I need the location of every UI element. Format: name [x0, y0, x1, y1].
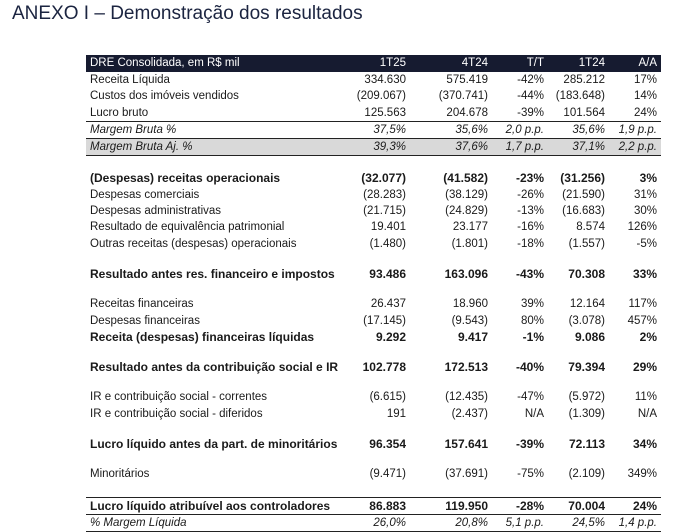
cell-value: 126%: [627, 221, 657, 234]
cell-value: N/A: [524, 407, 544, 420]
row-label: Lucro bruto: [90, 106, 149, 119]
table-row: [86, 436, 661, 452]
income-statement-table: [86, 55, 661, 532]
table-row: [86, 497, 661, 514]
cell-value: (1.309): [568, 407, 605, 420]
cell-value: 30%: [633, 205, 657, 218]
cell-value: -16%: [517, 221, 544, 234]
cell-value: 2%: [639, 329, 657, 344]
cell-value: 11%: [634, 391, 657, 404]
cell-value: 102.778: [362, 360, 406, 375]
table-row: [86, 514, 661, 532]
cell-value: 9.086: [574, 329, 605, 344]
cell-value: 26.437: [370, 298, 406, 311]
cell-value: (2.437): [451, 407, 488, 420]
cell-value: -1%: [522, 329, 544, 344]
table-row: [86, 88, 661, 104]
cell-value: 39,3%: [373, 141, 406, 154]
cell-value: 2,2 p.p.: [618, 141, 657, 154]
cell-value: (3.078): [568, 314, 605, 327]
cell-value: 23.177: [452, 221, 488, 234]
cell-value: (12.435): [445, 391, 488, 404]
cell-value: (32.077): [361, 171, 406, 186]
cell-value: 3%: [639, 171, 657, 186]
cell-value: 93.486: [369, 266, 406, 281]
cell-value: 24%: [633, 106, 657, 119]
row-spacer: [86, 375, 661, 389]
cell-value: 1,4 p.p.: [618, 516, 657, 529]
table-row: [86, 121, 661, 138]
cell-value: 349%: [627, 468, 657, 481]
cell-value: 18.960: [452, 298, 488, 311]
cell-value: (31.256): [560, 171, 605, 186]
cell-value: 1,7 p.p.: [505, 141, 544, 154]
cell-value: 12.164: [569, 298, 605, 311]
row-label: Despesas comerciais: [90, 188, 200, 201]
cell-value: (6.615): [369, 391, 406, 404]
table-header: [86, 55, 661, 72]
cell-value: -44%: [517, 90, 544, 103]
cell-value: (37.691): [445, 468, 488, 481]
cell-value: 96.354: [369, 437, 406, 452]
cell-value: 1T25: [379, 57, 406, 69]
cell-value: (1.480): [369, 237, 406, 250]
cell-value: -40%: [515, 360, 544, 375]
cell-value: 70.004: [568, 498, 605, 513]
cell-value: 24,5%: [572, 516, 605, 529]
row-label: IR e contribuição social - diferidos: [90, 407, 263, 420]
cell-value: 14%: [633, 90, 657, 103]
cell-value: 125.563: [364, 106, 406, 119]
cell-value: (1.801): [451, 237, 488, 250]
cell-value: 24%: [632, 498, 657, 513]
cell-value: (2.109): [568, 468, 605, 481]
cell-value: 101.564: [563, 106, 605, 119]
row-label: % Margem Líquida: [90, 516, 187, 529]
table-row: [86, 203, 661, 219]
cell-value: 33%: [632, 266, 657, 281]
cell-value: 34%: [632, 437, 657, 452]
cell-value: 70.308: [568, 266, 605, 281]
cell-value: 191: [386, 407, 406, 420]
cell-value: 1T24: [578, 57, 605, 69]
cell-value: -18%: [517, 237, 544, 250]
cell-value: -47%: [517, 391, 544, 404]
row-label: Resultado antes res. financeiro e impostos: [90, 266, 335, 281]
cell-value: (209.067): [356, 90, 406, 103]
row-label: Margem Bruta Aj. %: [90, 141, 193, 154]
cell-value: -39%: [515, 437, 544, 452]
cell-value: -13%: [517, 205, 544, 218]
cell-value: (9.543): [451, 314, 488, 327]
row-label: Lucro líquido antes da part. de minoritários: [90, 437, 338, 452]
cell-value: 575.419: [446, 74, 488, 86]
row-label: Receita (despesas) financeiras líquidas: [90, 329, 315, 344]
table-row: [86, 466, 661, 482]
cell-value: 457%: [627, 314, 657, 327]
cell-value: 31%: [633, 188, 657, 201]
cell-value: 9.417: [457, 329, 488, 344]
table-row: [86, 138, 661, 156]
table-row: [86, 187, 661, 203]
cell-value: (17.145): [363, 314, 406, 327]
cell-value: 39%: [520, 298, 544, 311]
cell-value: 8.574: [576, 221, 605, 234]
cell-value: 37,1%: [572, 141, 605, 154]
table-row: [86, 296, 661, 312]
row-label: IR e contribuição social - correntes: [90, 391, 268, 404]
row-label: Resultado de equivalência patrimonial: [90, 221, 285, 234]
row-label: Receitas financeiras: [90, 298, 194, 311]
row-spacer: [86, 252, 661, 266]
row-label: (Despesas) receitas operacionais: [90, 171, 281, 186]
cell-value: (24.829): [445, 205, 488, 218]
cell-value: 117%: [628, 298, 657, 311]
table-row: [86, 406, 661, 422]
table-row: [86, 236, 661, 252]
cell-value: -28%: [515, 498, 544, 513]
table-row: [86, 72, 661, 88]
cell-value: 37,5%: [373, 123, 406, 136]
row-label: Minoritários: [90, 468, 150, 481]
page-title: ANEXO I – Demonstração dos resultados: [12, 3, 363, 24]
cell-value: 2,0 p.p.: [505, 123, 544, 136]
row-label: DRE Consolidada, em R$ mil: [90, 57, 240, 69]
cell-value: A/A: [638, 57, 657, 69]
table-row: [86, 170, 661, 186]
cell-value: (9.471): [369, 468, 406, 481]
row-label: Outras receitas (despesas) operacionais: [90, 237, 297, 250]
row-label: Despesas financeiras: [90, 314, 200, 327]
cell-value: (5.972): [568, 391, 605, 404]
cell-value: 204.678: [446, 106, 488, 119]
table-row: [86, 389, 661, 405]
cell-value: -75%: [517, 468, 544, 481]
cell-value: (28.283): [363, 188, 406, 201]
row-spacer: [86, 345, 661, 359]
cell-value: 119.950: [445, 498, 488, 513]
cell-value: 86.883: [369, 498, 406, 513]
cell-value: 9.292: [375, 329, 406, 344]
cell-value: 80%: [520, 314, 544, 327]
cell-value: 26,0%: [373, 516, 406, 529]
cell-value: -5%: [636, 237, 657, 250]
cell-value: T/T: [526, 57, 544, 69]
row-label: Lucro líquido atribuível aos controladores: [90, 498, 331, 513]
cell-value: (370.741): [438, 90, 488, 103]
row-spacer: [86, 452, 661, 466]
cell-value: (41.582): [443, 171, 488, 186]
row-label: Resultado antes da contribuição social e IR: [90, 360, 339, 375]
cell-value: 1,9 p.p.: [618, 123, 657, 136]
cell-value: (21.715): [363, 205, 406, 218]
row-spacer: [86, 156, 661, 170]
table-row: [86, 313, 661, 329]
row-label: Despesas administrativas: [90, 205, 222, 218]
row-spacer: [86, 282, 661, 296]
cell-value: N/A: [637, 407, 657, 420]
cell-value: -23%: [515, 171, 544, 186]
cell-value: (1.557): [568, 237, 605, 250]
table-row: [86, 219, 661, 235]
row-spacer: [86, 422, 661, 436]
cell-value: 72.113: [568, 437, 605, 452]
cell-value: 5,1 p.p.: [505, 516, 544, 529]
table-row: [86, 359, 661, 375]
cell-value: 20,8%: [455, 516, 488, 529]
cell-value: 17%: [633, 74, 657, 86]
row-label: Margem Bruta %: [90, 123, 177, 136]
cell-value: -42%: [517, 74, 544, 86]
cell-value: 35,6%: [572, 123, 605, 136]
row-spacer: [86, 483, 661, 497]
cell-value: -39%: [517, 106, 544, 119]
cell-value: -43%: [515, 266, 544, 281]
cell-value: 172.513: [444, 360, 488, 375]
cell-value: 4T24: [461, 57, 488, 69]
cell-value: 163.096: [444, 266, 488, 281]
cell-value: 79.394: [568, 360, 605, 375]
cell-value: 19.401: [370, 221, 406, 234]
cell-value: -26%: [517, 188, 544, 201]
cell-value: (16.683): [562, 205, 605, 218]
cell-value: (183.648): [555, 90, 605, 103]
table-row: [86, 266, 661, 282]
cell-value: 37,6%: [455, 141, 488, 154]
cell-value: 35,6%: [455, 123, 488, 136]
cell-value: (38.129): [445, 188, 488, 201]
cell-value: 157.641: [444, 437, 488, 452]
cell-value: 29%: [632, 360, 657, 375]
table-row: [86, 105, 661, 121]
cell-value: 285.212: [563, 74, 605, 86]
table-row: [86, 329, 661, 345]
row-label: Custos dos imóveis vendidos: [90, 90, 239, 103]
cell-value: 334.630: [364, 74, 406, 86]
row-label: Receita Líquida: [90, 74, 170, 86]
cell-value: (21.590): [562, 188, 605, 201]
